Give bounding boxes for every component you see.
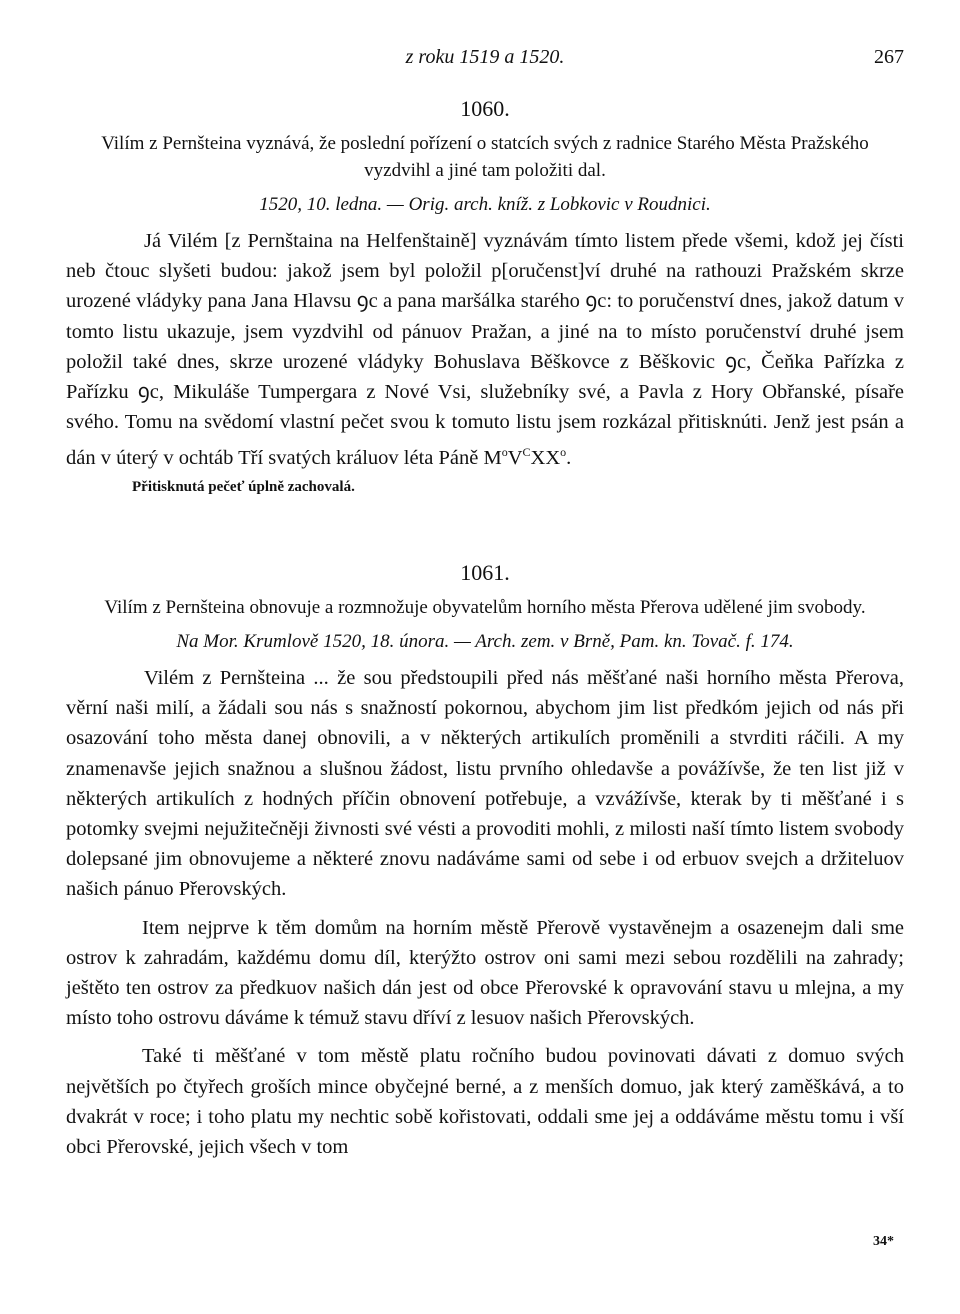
document-number: 1060. xyxy=(460,96,510,121)
running-title: z roku 1519 a 1520. xyxy=(405,46,565,68)
year-part: . xyxy=(566,447,572,470)
document-1061 xyxy=(66,560,904,1162)
page-number: 267 xyxy=(874,46,904,68)
year-part: V xyxy=(507,447,523,470)
document-summary: Vilím z Pernšteina obnovuje a rozmnožuje obyvatelům horního města Přerova udělené jim svobody. xyxy=(104,597,866,618)
document-source: 1520, 10. ledna. — Orig. arch. kníž. z Lobkovic v Roudnici. xyxy=(259,194,711,215)
year-superscript: o xyxy=(501,445,508,460)
document-source: Na Mor. Krumlově 1520, 18. února. — Arch. zem. v Brně, Pam. kn. Tovač. f. 174. xyxy=(176,631,794,652)
document-text-main: Já Vilém [z Pernštaina na Helfenštaině] vyznávám tímto listem přede všemi, kdož jej čísti neb čtouc slyšeti budou: jakož jsem byl položil p[oručenst]ví druhé na rathouzi Pražském skrze urozené vládyky pana Jana Hlavsu ꝯc a pana maršálka starého ꝯc: to poručenství dnes, jakož datum v tomto listu ukazuje, jsem vyzdvihl od pánuov Pražan, a jiné na to místo poručenství druhé jsem položil také dnes, skrze urozené vládyky Bohuslava Běškovce z Běškovic ꝯc, Čeňka Pařízka z Pařízku ꝯc, Mikuláše Tumpergara z Nové Vsi, služebníky své, a Pavla z Hory Obřanské, písaře svého. Tomu na svědomí vlastní pečet svou k tomuto listu jsem rozkázal přitisknúti. Jenž jest psán a dán v úterý v ochtáb Tří svatých králuov léta Páně M xyxy=(66,230,904,470)
year-superscript: C xyxy=(522,445,531,460)
document-number: 1061. xyxy=(460,560,510,585)
year-superscript: o xyxy=(560,445,567,460)
document-text-paragraph-1: Vilém z Pernšteina ... že sou předstoupili před nás měšťané naši horního města Přerova, věrní naši milí, a žádali sou nás s snažností pokornou, abychom jim list předkóm jejich od nás při osazování toho města danej obnovili, a v některých artikulích proměnili a stvrditi ráčili. A my znamenavše jejich snažnou a slušnou žádost, listu prvního ohledavše a povážívše, že ten list již v některých artikulích z hodných příčin obnovení potřebuje, a vzvážívše, kterak by ti měšťané i s potomky svejmi nejužitečněji živnosti své vésti a provoditi mohli, z milosti naší tímto listem svobody dolepsané jim obnovujeme a některé znovu nadáváme sami od sebe i od erbuov svejch a držiteluov našich pánuo Přerovských. xyxy=(66,667,904,901)
seal-note: Přitisknutá pečeť úplně zachovalá. xyxy=(132,479,355,496)
document-text-paragraph-3: Také ti měšťané v tom městě platu ročního budou povinovati dávati z domuo svých největších po čtyřech groších mince obyčejné berné, a z menších domuo, jak který zaměškává, a to dvakrát v roce; i toho platu my nechtic sobě kořistovati, oddali sme jej a oddáváme městu tomu i vší obci Přerovské, jejich všech v tom xyxy=(66,1045,904,1159)
document-summary: Vilím z Pernšteina vyznává, že poslední pořízení o statcích svých z radnice Starého Města Pražského vyzdvihl a jiné tam položiti dal. xyxy=(101,133,869,181)
year-part: XX xyxy=(530,447,561,470)
document-text-paragraph-2: Item nejprve k těm domům na horním městě Přerově vystavěnejm a osazenejm dali sme ostrov k zahradám, každému domu díl, kterýžto ostrov oni sami mezi sebou rozdělili na zahrady; ještěto ten ostrov za předkuov našich dán jest od obce Přerovské k opravování stavu u mlejna, a my místo toho ostrovu dáváme k témuž stavu dříví z lesuov našich Přerovských. xyxy=(66,916,904,1030)
running-head xyxy=(66,46,904,74)
document-1060 xyxy=(66,96,904,496)
signature-mark: 34* xyxy=(873,1234,894,1249)
document-text xyxy=(66,226,904,473)
